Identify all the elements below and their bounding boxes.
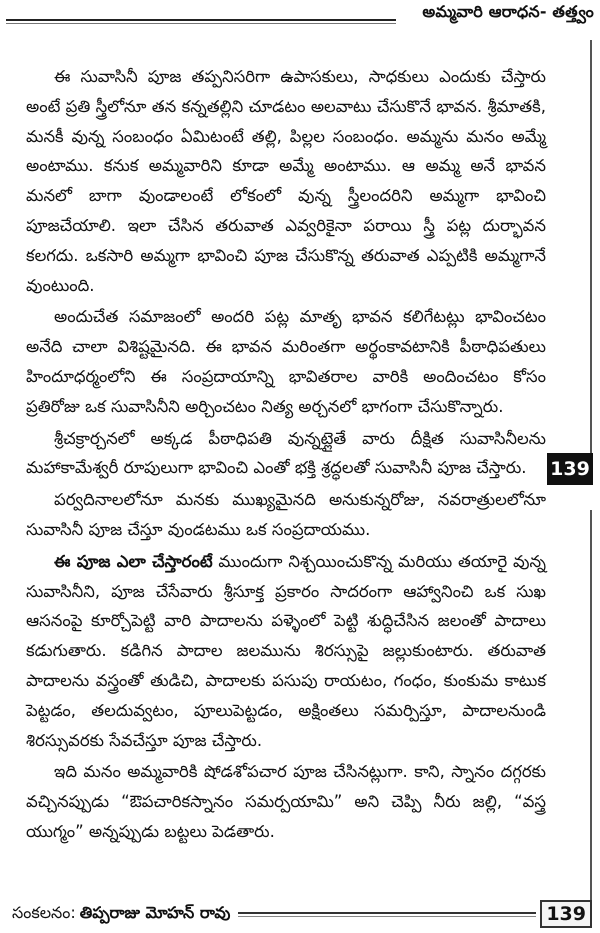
running-header-title: అమ్మవారి ఆరాధన- తత్త్వం: [422, 2, 594, 21]
paragraph: ఈ సువాసినీ పూజ తప్పనిసరిగా ఉపాసకులు, సాధకులు ఎందుకు చేస్తారు అంటే ప్రతి స్త్రీలోనూ తన కన్నతల్లిని చూడటం అలవాటు చేసుకొనే భావన. శ్రీమాతకి, మనకీ వున్న సంబంధం ఏమిటంటే తల్లి, పిల్లల సంబంధం. అమ్మను మనం అమ్మే అంటాము. కనుక అమ్మవారిని కూడా అమ్మే అంటాము. ఆ అమ్మ అనే భావన మనలో బాగా వుండాలంటే లోకంలో వున్న స్త్రీలందరిని అమ్మగా భావించి పూజచేయాలి. ఇలా చేసిన తరువాత ఎవ్వరికైనా పరాయి స్త్రీ పట్ల దుర్భావన కలగదు. ఒకసారి అమ్మగా భావించి పూజ చేసుకొన్న తరువాత ఎప్పటికి అమ్మగానే వుంటుంది.: [26, 67, 546, 295]
page-number: 139: [540, 900, 592, 928]
procedure-lead-heading: ఈ పూజ ఎలా చేస్తారంటే: [54, 551, 213, 571]
side-page-badge: 139: [547, 453, 593, 485]
right-margin-rule-lower: [590, 510, 592, 900]
compiler-label: సంకలనం:: [12, 902, 76, 922]
body-text: [26, 62, 546, 847]
paragraph: పర్వదినాలలోనూ మనకు ముఖ్యమైనది అనుకున్నరోజు, నవరాత్రులలోనూ సువాసినీ పూజ చేస్తూ వుండటము ఒక సంప్రదాయము.: [26, 490, 546, 539]
page-footer: [12, 900, 592, 928]
header-rule: [6, 19, 396, 24]
footer-rule: [238, 912, 536, 917]
compiler-name: తిప్పరాజు మోహన్ రావు: [79, 902, 231, 922]
paragraph: అందుచేత సమాజంలో అందరి పట్ల మాతృ భావన కలిగేటట్లు భావించటం అనేది చాలా విశిష్టమైనది. ఈ భావన మరింతగా అర్థంకావటానికి పీఠాధిపతులు హిందూధర్మంలోని ఈ సంప్రదాయాన్ని భావితరాల వారికి అందించటం కోసం ప్రతిరోజు ఒక సువాసినీని అర్చించటం నిత్య అర్చనలో భాగంగా చేసుకొన్నారు.: [26, 307, 546, 416]
paragraph: ఇది మనం అమ్మవారికి షోడశోపచార పూజ చేసినట్లుగా. కాని, స్నానం దగ్గరకు వచ్చినప్పుడు “ఔపచారికస్నానం సమర్పయామి” అని చెప్పి నీరు జల్లి, “వస్త్ర యుగ్మం” అన్నప్పుడు బట్టలు పెడతారు.: [26, 762, 546, 841]
right-margin-rule: [590, 40, 592, 465]
paragraph-procedure: [26, 547, 546, 756]
paragraph: శ్రీచక్రార్చనలో అక్కడ పీఠాధిపతి వున్నట్లైతే వారు దీక్షిత సువాసినీలను మహాకామేశ్వరీ రూపులుగా భావించి ఎంతో భక్తి శ్రద్ధలతో సువాసినీ పూజ చేస్తారు.: [26, 428, 546, 478]
procedure-text: ముందుగా నిశ్చయించుకొన్న మరియు తయారై వున్న సువాసినీని, పూజ చేసేవారు శ్రీసూక్త ప్రకారం సాదరంగా ఆహ్వానించి ఒక సుఖ ఆసనంపై కూర్చోపెట్టి వారి పాదాలను పళ్ళెంలో పెట్టి శుద్ధిచేసిన జలంతో పాదాలు కడుగుతారు. కడిగిన పాదాల జలమును శిరస్సుపై జల్లుకుంటారు. తరువాత పాదాలను వస్త్రంతో తుడిచి, పాదాలకు పసుపు రాయటం, గంధం, కుంకుమ కాటుక పెట్టడం, తలదువ్వటం, పూలుపెట్టడం, అక్షింతలు సమర్పిస్తూ, పాదాలనుండి శిరస్సువరకు సేవచేస్తూ పూజ చేస్తారు.: [26, 551, 546, 750]
